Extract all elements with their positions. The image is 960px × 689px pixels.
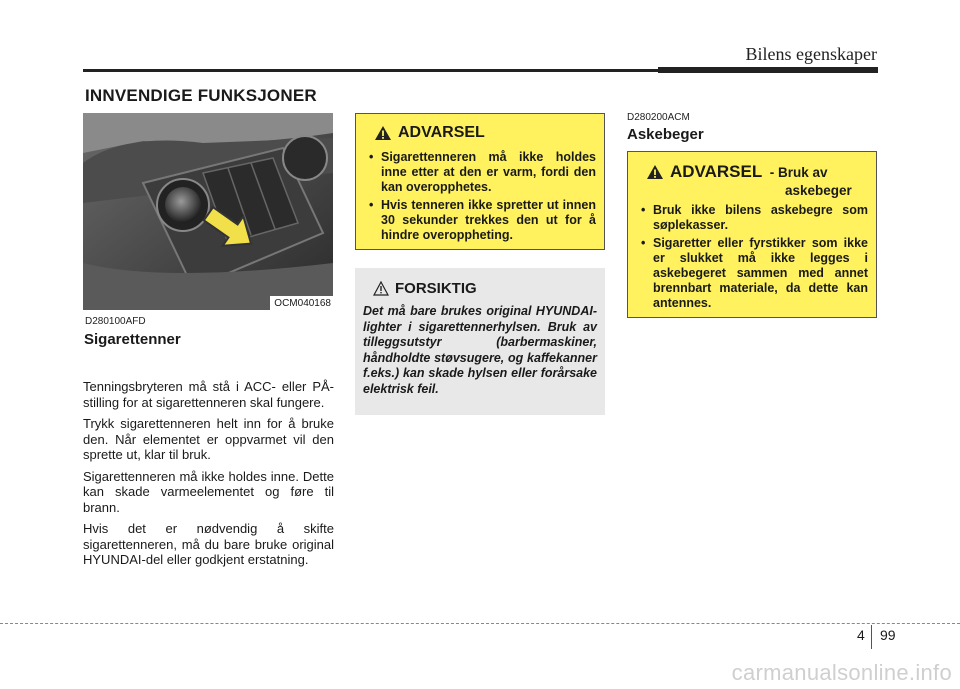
- warning-subtitle: - Bruk av: [769, 165, 828, 180]
- page-number-separator: [871, 625, 872, 649]
- paragraph: Hvis det er nødvendig å skifte sigarettenneren, må du bare bruke original HYUNDAI-del eller godkjent erstatning.: [83, 521, 334, 567]
- watermark: carmanualsonline.info: [731, 660, 952, 685]
- warning-item: • Hvis tenneren ikke spretter ut innen 30 sekunder trekkes den ut for å hindre overoppheting.: [364, 198, 596, 243]
- footer-rule: [0, 623, 960, 624]
- caution-triangle-icon: [373, 281, 389, 296]
- warning-item: • Bruk ikke bilens askebegre som søplekasser.: [636, 203, 868, 233]
- section-title: INNVENDIGE FUNKSJONER: [85, 86, 317, 105]
- warning-box-ashtray: [627, 151, 877, 318]
- warning-title-text: ADVARSEL: [398, 124, 485, 141]
- warning-item: • Sigaretter eller fyrstikker som ikke er slukket må ikke legges i askebegeret sammen med annet brennbart materiale, da dette kan antennes.: [636, 236, 868, 311]
- warning-title-text: ADVARSEL: [670, 162, 763, 181]
- warning-title: [646, 162, 868, 198]
- section-code-ashtray: D280200ACM: [627, 112, 690, 123]
- warning-list: [364, 150, 596, 243]
- caution-text: Det må bare brukes original HYUNDAI-lighter i sigarettennerhylsen. Bruk av tilleggsutstyr (barbermaskiner, håndholdte støvsugere, og kaffekanner f.eks.) kan skade hylsen eller forårsake elektrisk feil.: [363, 304, 597, 396]
- heading-ashtray: Askebeger: [627, 126, 704, 143]
- warning-item: • Sigarettenneren må ikke holdes inne etter at den er varm, fordi den kan overopphetes.: [364, 150, 596, 195]
- chapter-number: 4: [857, 627, 865, 643]
- page-number: 99: [880, 627, 896, 643]
- warning-subtitle-continued: askebeger: [785, 183, 852, 198]
- caution-title-text: FORSIKTIG: [395, 280, 477, 297]
- cigarette-lighter-photo: [83, 113, 333, 310]
- section-code-lighter: D280100AFD: [85, 316, 146, 327]
- warning-triangle-icon: [646, 164, 664, 180]
- paragraph: Trykk sigarettenneren helt inn for å bruke den. Når elementet er oppvarmet vil den sprette ut, klar til bruk.: [83, 416, 334, 462]
- warning-list: [636, 203, 868, 311]
- heading-lighter: Sigarettenner: [84, 331, 181, 348]
- warning-title: [374, 124, 596, 142]
- header-rule-accent: [658, 67, 878, 73]
- warning-box-lighter: [355, 113, 605, 250]
- caution-box-lighter: [355, 268, 605, 415]
- page-header-title: Bilens egenskaper: [745, 44, 877, 64]
- paragraph: Tenningsbryteren må stå i ACC- eller PÅ-stilling for at sigarettenneren skal fungere.: [83, 379, 334, 410]
- figure-caption: OCM040168: [270, 296, 333, 310]
- caution-title: [373, 280, 597, 297]
- warning-triangle-icon: [374, 125, 392, 141]
- lighter-body-text: [83, 379, 334, 574]
- paragraph: Sigarettenneren må ikke holdes inne. Dette kan skade varmeelementet og føre til brann.: [83, 468, 334, 515]
